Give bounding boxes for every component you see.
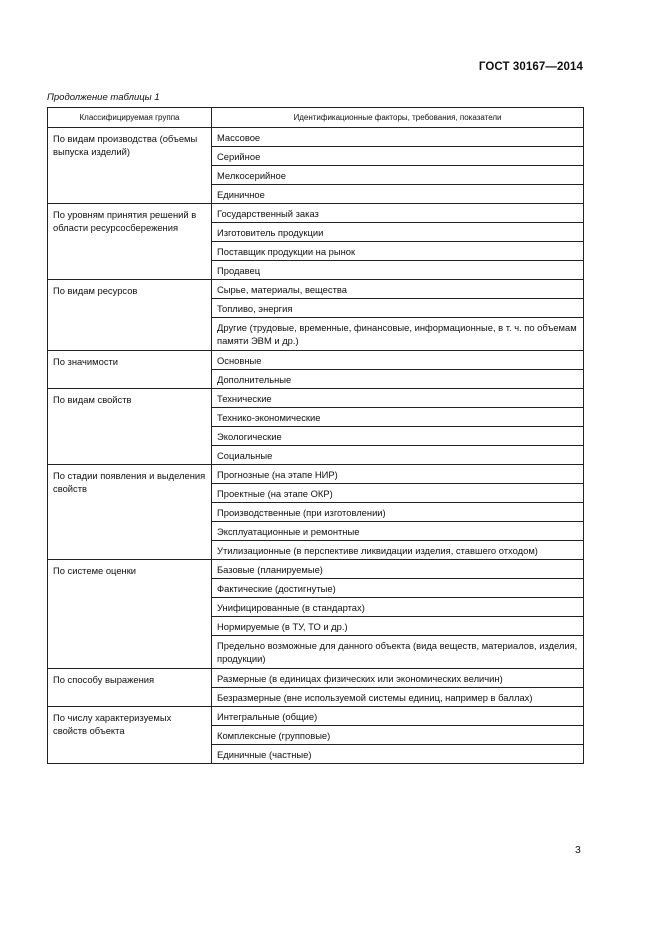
column-header-group: Классифицируемая группа [48, 108, 212, 128]
table-row [48, 389, 584, 408]
classification-group: По системе оценки [48, 560, 212, 669]
table-header-row [48, 108, 584, 128]
classification-group: По числу характеризуемых свойств объекта [48, 707, 212, 764]
factor-item: Серийное [212, 147, 584, 166]
factor-item: Технические [212, 389, 584, 408]
factor-item: Мелкосерийное [212, 166, 584, 185]
factor-item: Проектные (на этапе ОКР) [212, 484, 584, 503]
standard-designation: ГОСТ 30167—2014 [478, 61, 583, 73]
factor-item: Топливо, энергия [212, 299, 584, 318]
factor-item: Базовые (планируемые) [212, 560, 584, 579]
factor-item: Другие (трудовые, временные, финансовые, информационные, в т. ч. по объемам памяти ЭВМ и др.) [212, 318, 584, 351]
factor-item: Фактические (достигнутые) [212, 579, 584, 598]
factor-item: Безразмерные (вне используемой системы единиц, например в баллах) [212, 688, 584, 707]
table-row [48, 351, 584, 370]
factor-item: Единичные (частные) [212, 745, 584, 764]
classification-group: По видам ресурсов [48, 280, 212, 351]
page-number: 3 [575, 844, 581, 856]
table-body [48, 128, 584, 764]
factor-item: Прогнозные (на этапе НИР) [212, 465, 584, 484]
table-row [48, 128, 584, 147]
classification-table [47, 107, 584, 764]
table-caption: Продолжение таблицы 1 [47, 92, 160, 103]
factor-item: Государственный заказ [212, 204, 584, 223]
table-row [48, 560, 584, 579]
table-row [48, 280, 584, 299]
factor-item: Дополнительные [212, 370, 584, 389]
factor-item: Социальные [212, 446, 584, 465]
table-row [48, 465, 584, 484]
factor-item: Размерные (в единицах физических или экономических величин) [212, 669, 584, 688]
classification-group: По видам свойств [48, 389, 212, 465]
factor-item: Утилизационные (в перспективе ликвидации изделия, ставшего отходом) [212, 541, 584, 560]
factor-item: Продавец [212, 261, 584, 280]
factor-item: Нормируемые (в ТУ, ТО и др.) [212, 617, 584, 636]
classification-group: По уровням принятия решений в области ресурсосбережения [48, 204, 212, 280]
factor-item: Технико-экономические [212, 408, 584, 427]
table-row [48, 707, 584, 726]
classification-group: По способу выражения [48, 669, 212, 707]
factor-item: Эксплуатационные и ремонтные [212, 522, 584, 541]
classification-group: По видам производства (объемы выпуска изделий) [48, 128, 212, 204]
factor-item: Единичное [212, 185, 584, 204]
factor-item: Производственные (при изготовлении) [212, 503, 584, 522]
column-header-factors: Идентификационные факторы, требования, показатели [212, 108, 584, 128]
factor-item: Унифицированные (в стандартах) [212, 598, 584, 617]
factor-item: Массовое [212, 128, 584, 147]
factor-item: Предельно возможные для данного объекта (вида веществ, материалов, изделия, продукции) [212, 636, 584, 669]
factor-item: Комплексные (групповые) [212, 726, 584, 745]
factor-item: Сырье, материалы, вещества [212, 280, 584, 299]
table-row [48, 669, 584, 688]
classification-group: По стадии появления и выделения свойств [48, 465, 212, 560]
factor-item: Изготовитель продукции [212, 223, 584, 242]
table-row [48, 204, 584, 223]
factor-item: Интегральные (общие) [212, 707, 584, 726]
factor-item: Поставщик продукции на рынок [212, 242, 584, 261]
classification-group: По значимости [48, 351, 212, 389]
factor-item: Основные [212, 351, 584, 370]
factor-item: Экологические [212, 427, 584, 446]
